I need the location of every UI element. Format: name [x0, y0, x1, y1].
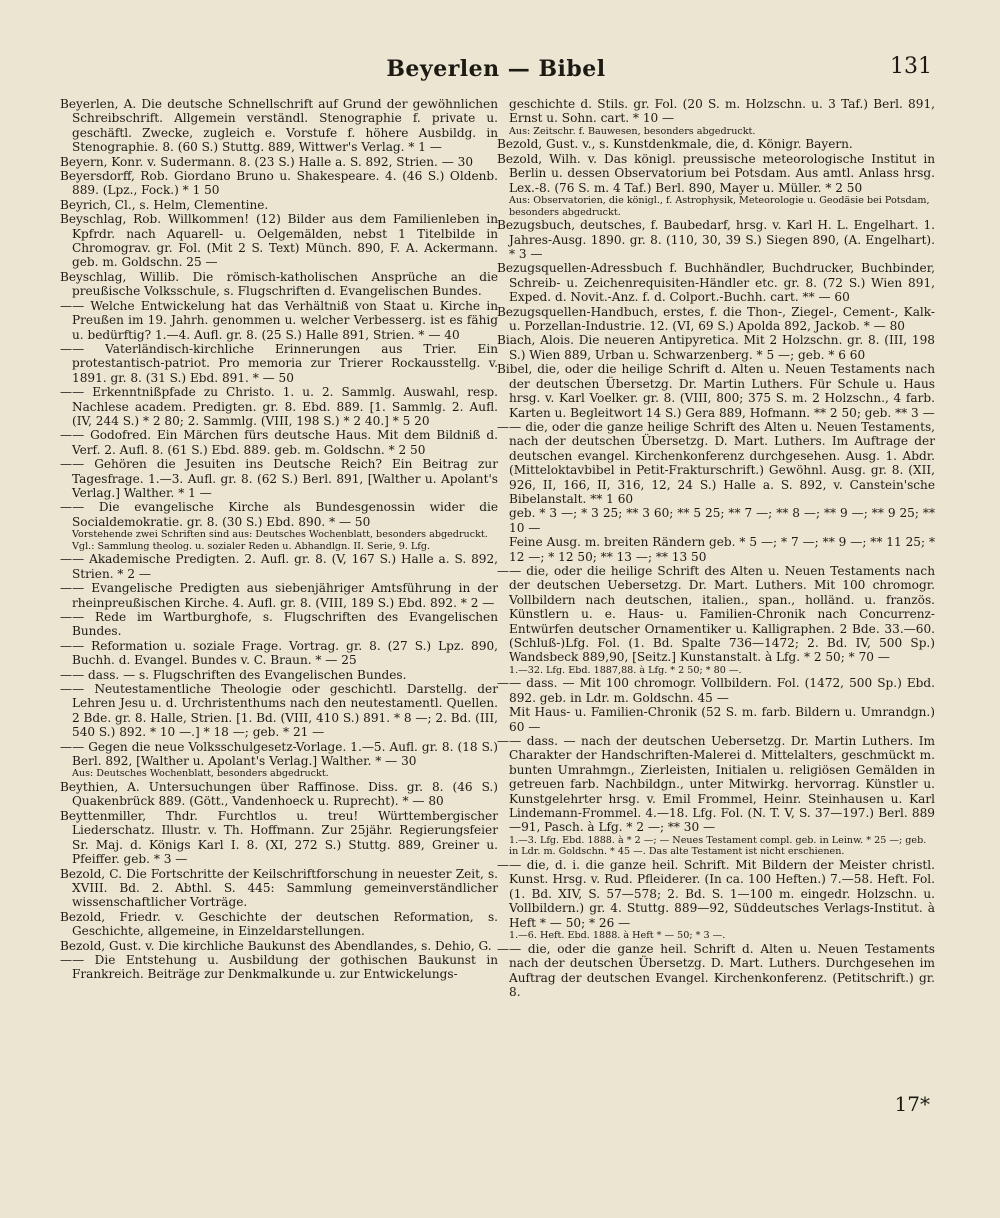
entry: Bezold, Gust. v., s. Kunstdenkmale, die, d. Königr. Bayern.: [497, 137, 853, 152]
page-number: 131: [890, 54, 932, 79]
entry: geschichte d. Stils. gr. Fol. (20 S. m. Holzschn. u. 3 Taf.) Berl. 891, Ernst u. Sohn. cart. * 10 —: [509, 97, 935, 126]
entry: —— die, oder die ganze heil. Schrift d. Alten u. Neuen Testaments nach der deutschen Übersetzg. D. Mart. Luthers. Durchgesehen im Auftrag der deutschen Evangel. Kirchenkonferenz. (Petitschrift.) gr. 8.: [497, 941, 935, 999]
entry: Beyersdorff, Rob. Giordano Bruno u. Shakespeare. 4. (46 S.) Oldenb. 889. (Lpz., Fock.) * 1 50: [60, 169, 498, 198]
entry: Beyschlag, Rob. Willkommen! (12) Bilder aus dem Familienleben in Kpfrdr. nach Aquarell- u. Oelgemälden, nebst 1 Titelbilde in Chromograv. gr. Fol. (Mit 2 S. Text) Münch. 890, F. A. Ackermann. geb. m. Goldschn. 25 —: [60, 212, 498, 270]
entry: Beyern, Konr. v. Sudermann. 8. (23 S.) Halle a. S. 892, Strien. — 30: [60, 154, 474, 169]
entry: —— die, d. i. die ganze heil. Schrift. Mit Bildern der Meister christl. Kunst. Hrsg. v. Rud. Pfleiderer. (In ca. 100 Heften.) 7.—58. Heft. Fol. (1. Bd. XIV, S. 57—578; 2. Bd. S. 1—100 m. eingedr. Holzschn. u. Vollbildern.) gr. 4. Stuttg. 889—92, Süddeutsches Verlags-Institut. à Heft * — 50; * 26 —: [497, 858, 935, 930]
entry: Bibel, die, oder die heilige Schrift d. Alten u. Neuen Testaments nach der deutschen Übersetzg. Dr. Martin Luthers. Für Schule u. Haus hrsg. v. Karl Voelker. gr. 8. (VIII, 800; 375 S. m. 2 Holzschn., 4 farb. Karten u. Begleitwort 14 S.) Gera 889, Hofmann. ** 2 50; geb. ** 3 —: [497, 362, 935, 420]
entry: —— Neutestamentliche Theologie oder geschichtl. Darstellg. der Lehren Jesu u. d. Urchristenthums nach den neutestamentl. Quellen. 2 Bde. gr. 8. Halle, Strien. [1. Bd. (VIII, 410 S.) 891. * 8 —; 2. Bd. (III, 540 S.) 892. * 10 —.] * 18 —; geb. * 21 —: [60, 682, 498, 740]
entry: Beythien, A. Untersuchungen über Raffinose. Diss. gr. 8. (46 S.) Quakenbrück 889. (Gött., Vandenhoeck u. Ruprecht). * — 80: [60, 780, 498, 809]
entry: —— Vaterländisch-kirchliche Erinnerungen aus Trier. Ein protestantisch-patriot. Pro memoria zur Trierer Rockausstellg. v. 1891. gr. 8. (31 S.) Ebd. 891. * — 50: [60, 341, 498, 385]
entry: —— Welche Entwickelung hat das Verhältniß von Staat u. Kirche in Preußen im 19. Jahrh. genommen u. welcher Verbesserg. ist es fähig u. bedürftig? 1.—4. Aufl. gr. 8. (25 S.) Halle 891, Strien. * — 40: [60, 298, 498, 342]
entry: —— Die evangelische Kirche als Bundesgenossin wider die Socialdemokratie. gr. 8. (30 S.) Ebd. 890. * — 50: [60, 500, 498, 529]
entry-note: Vorstehende zwei Schriften sind aus: Deutsches Wochenblatt, besonders abgedruckt. Vgl.: Sammlung theolog. u. sozialer Reden u. Abhandlgn. II. Serie, 9. Lfg.: [72, 529, 488, 552]
entry: —— die, oder die ganze heilige Schrift des Alten u. Neuen Testaments, nach der deutschen Übersetzg. D. Mart. Luthers. Im Auftrage der deutschen evangel. Kirchenkonferenz durchgesehen. Ausg. 1. Abdr. (Mitteloktavbibel in Petit-Frakturschrift.) Gewöhnl. Ausg. gr. 8. (XII, 926, II, 166, II, 316, 12, 24 S.) Halle a. S. 892, v. Canstein'sche Bibelanstalt. ** 1 60: [497, 419, 935, 506]
entry-note: Aus: Zeitschr. f. Bauwesen, besonders abgedruckt.: [509, 125, 756, 137]
running-head: Beyerlen — Bibel: [386, 56, 606, 82]
entry: Bezold, C. Die Fortschritte der Keilschriftforschung in neuester Zeit, s. XVIII. Bd. 2. Abthl. S. 445: Sammlung gemeinverständlicher wissenschaftlicher Vorträge.: [60, 866, 498, 910]
page-header: [60, 50, 932, 86]
signature-mark: 17*: [894, 1092, 930, 1116]
entry: —— dass. — s. Flugschriften des Evangelischen Bundes.: [60, 667, 407, 682]
entry: —— Rede im Wartburghofe, s. Flugschriften des Evangelischen Bundes.: [60, 610, 498, 639]
entry: —— Evangelische Predigten aus siebenjähriger Amtsführung in der rheinpreußischen Kirche. 4. Aufl. gr. 8. (VIII, 189 S.) Ebd. 892. * 2 —: [60, 581, 498, 610]
entry: —— Die Entstehung u. Ausbildung der gothischen Baukunst in Frankreich. Beiträge zur Denkmalkunde u. zur Entwickelungs-: [60, 952, 498, 982]
left-column: [60, 97, 498, 982]
entry: Beyschlag, Willib. Die römisch-katholischen Ansprüche an die preußische Volksschule, s. Flugschriften d. Evangelischen Bundes.: [60, 269, 498, 299]
entry: Bezold, Friedr. v. Geschichte der deutschen Reformation, s. Geschichte, allgemeine, in Einzeldarstellungen.: [60, 909, 498, 939]
right-column: [497, 97, 935, 999]
entry: —— Erkenntnißpfade zu Christo. 1. u. 2. Sammlg. Auswahl, resp. Nachlese academ. Predigten. gr. 8. Ebd. 889. [1. Sammlg. 2. Aufl. (IV, 244 S.) * 2 80; 2. Sammlg. (VIII, 198 S.) * 2 40.] * 5 20: [60, 385, 498, 428]
entry: Beyttenmiller, Thdr. Furchtlos u. treu! Württembergischer Liederschatz. Illustr. v. Th. Hoffmann. Zur 25jähr. Regierungsfeier Sr. Maj. d. Königs Karl I. 8. (XI, 272 S.) Stuttg. 889, Greiner u. Pfeiffer. geb. * 3 —: [60, 808, 498, 867]
entry: Beyerlen, A. Die deutsche Schnellschrift auf Grund der gewöhnlichen Schreibschrift. Allgemein verständl. Stenographie f. private u. geschäftl. Zwecke, zugleich e. Vorstufe f. höhere Ausbildg. in Stenographie. 8. (60 S.) Stuttg. 889, Wittwer's Verlag. * 1 —: [60, 97, 498, 155]
entry: Mit Haus- u. Familien-Chronik (52 S. m. farb. Bildern u. Umrandgn.) 60 —: [509, 705, 935, 734]
entry: —— die, oder die heilige Schrift des Alten u. Neuen Testaments nach der deutschen Uebersetzg. Dr. Mart. Luthers. Mit 100 chromogr. Vollbildern nach deutschen, italien., span., holländ. u. französ. Künstlern u. e. Haus- u. Familien-Chronik nach Concurrenz-Entwürfen deutscher Ornamentiker u. Kalligraphen. 2 Bde. 33.—60. (Schluß-)Lfg. Fol. (1. Bd. Spalte 736—1472; 2. Bd. IV, 500 Sp.) Wandsbeck 889,90, [Seitz.] Kunstanstalt. à Lfg. * 2 50; * 70 —: [497, 563, 935, 665]
entry-note: 1.—3. Lfg. Ebd. 1888. à * 2 —; — Neues Testament compl. geb. in Leinw. * 25 —; geb. in Ldr. m. Goldschn. * 45 —. Das alte Testament ist nicht erschienen.: [509, 834, 927, 858]
entry: —— Gegen die neue Volksschulgesetz-Vorlage. 1.—5. Aufl. gr. 8. (18 S.) Berl. 892, [Walther u. Apolant's Verlag.] Walther. * — 30: [60, 739, 498, 769]
entry: Beyrich, Cl., s. Helm, Clementine.: [60, 197, 269, 212]
entry: Bezugsbuch, deutsches, f. Baubedarf, hrsg. v. Karl H. L. Engelhart. 1. Jahres-Ausg. 1890. gr. 8. (110, 30, 39 S.) Siegen 890, (A. Engelhart). * 3 —: [497, 218, 935, 262]
entry: Bezold, Wilh. v. Das königl. preussische meteorologische Institut in Berlin u. dessen Observatorium bei Potsdam. Aus amtl. Anlass hrsg. Lex.-8. (76 S. m. 4 Taf.) Berl. 890, Mayer u. Müller. * 2 50: [497, 151, 935, 195]
entry-note: Aus: Deutsches Wochenblatt, besonders abgedruckt.: [72, 768, 329, 780]
entry: —— Gehören die Jesuiten ins Deutsche Reich? Ein Beitrag zur Tagesfrage. 1.—3. Aufl. gr. 8. (62 S.) Berl. 891, [Walther u. Apolant's Verlag.] Walther. * 1 —: [60, 457, 498, 500]
entry: —— Akademische Predigten. 2. Aufl. gr. 8. (V, 167 S.) Halle a. S. 892, Strien. * 2 —: [60, 552, 498, 581]
entry-note: 1.—32. Lfg. Ebd. 1887,88. à Lfg. * 2 50; * 80 —.: [509, 664, 742, 676]
entry-note: Aus: Observatorien, die königl., f. Astrophysik, Meteorologie u. Geodäsie bei Potsdam, besonders abgedruckt.: [509, 195, 930, 218]
entry: —— dass. — Mit 100 chromogr. Vollbildern. Fol. (1472, 500 Sp.) Ebd. 892. geb. in Ldr. m. Goldschn. 45 —: [497, 676, 935, 705]
entry: Bezugsquellen-Handbuch, erstes, f. die Thon-, Ziegel-, Cement-, Kalk- u. Porzellan-Industrie. 12. (VI, 69 S.) Apolda 892, Jackob. * — 80: [497, 304, 935, 334]
entry: geb. * 3 —; * 3 25; ** 3 60; ** 5 25; ** 7 —; ** 8 —; ** 9 —; ** 9 25; ** 10 —: [509, 506, 935, 535]
entry: Bezold, Gust. v. Die kirchliche Baukunst des Abendlandes, s. Dehio, G.: [60, 938, 492, 953]
entry-note: 1.—6. Heft. Ebd. 1888. à Heft * — 50; * 3 —.: [509, 930, 726, 942]
entry: —— Reformation u. soziale Frage. Vortrag. gr. 8. (27 S.) Lpz. 890, Buchh. d. Evangel. Bundes v. C. Braun. * — 25: [60, 638, 498, 668]
entry: Biach, Alois. Die neueren Antipyretica. Mit 2 Holzschn. gr. 8. (III, 198 S.) Wien 889, Urban u. Schwarzenberg. * 5 —; geb. * 6 60: [497, 333, 935, 362]
entry: —— Godofred. Ein Märchen fürs deutsche Haus. Mit dem Bildniß d. Verf. 2. Aufl. 8. (61 S.) Ebd. 889. geb. m. Goldschn. * 2 50: [60, 428, 498, 457]
entry: Bezugsquellen-Adressbuch f. Buchhändler, Buchdrucker, Buchbinder, Schreib- u. Zeichenrequisiten-Händler etc. gr. 8. (72 S.) Wien 891, Exped. d. Novit.-Anz. f. d. Colport.-Buchh. cart. ** — 60: [497, 261, 935, 305]
entry: —— dass. — nach der deutschen Uebersetzg. Dr. Martin Luthers. Im Charakter der Handschriften-Malerei d. Mittelalters, geschmückt m. bunten Umrahmgn., Zierleisten, Initialen u. religiösen Gemälden in getreuen farb. Nachbildgn., unter Mitwirkg. hervorrag. Künstler u. Kunstgelehrter hrsg. v. Emil Frommel, Heinr. Steinhausen u. Karl Lindemann-Frommel. 4.—18. Lfg. Fol. (N. T. V, S. 37—197.) Berl. 889—91, Pasch. à Lfg. * 2 —; ** 30 —: [497, 734, 935, 835]
entry: Feine Ausg. m. breiten Rändern geb. * 5 —; * 7 —; ** 9 —; ** 11 25; * 12 —; * 12 50; ** 13 —; ** 13 50: [509, 535, 935, 564]
